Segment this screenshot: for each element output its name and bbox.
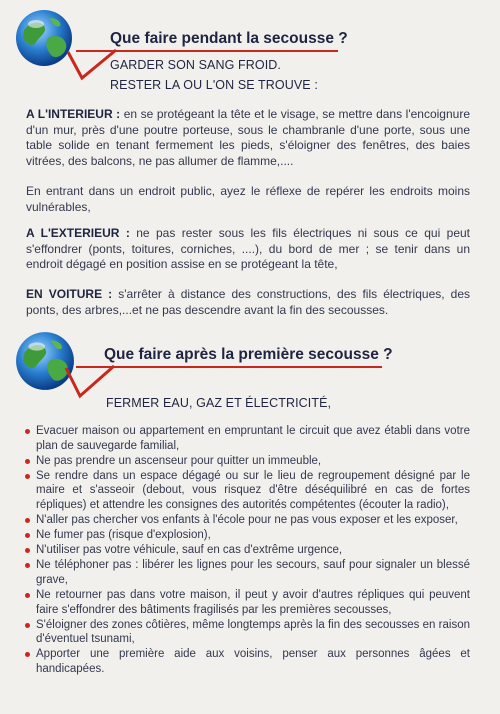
list-item: Ne fumer pas (risque d'explosion), bbox=[24, 528, 470, 543]
list-item: Ne retourner pas dans votre maison, il peut y avoir d'autres répliques qui peuvent faire s'effondrer des bâtiments fragilisés par les premières secousses, bbox=[24, 588, 470, 617]
bullet-dot-icon bbox=[25, 518, 30, 523]
label-interieur: A L'INTERIEUR : bbox=[26, 107, 121, 121]
bullet-dot-icon bbox=[25, 652, 30, 657]
para-interieur bbox=[26, 107, 470, 169]
lead-fermer: FERMER EAU, GAZ ET ÉLECTRICITÉ, bbox=[106, 396, 332, 410]
list-item: Ne pas prendre un ascenseur pour quitter un immeuble, bbox=[24, 454, 470, 469]
after-shock-list bbox=[24, 424, 470, 677]
text-interieur: en se protégeant la tête et le visage, se mettre dans l'encoignure d'un mur, près d'une poutre porteuse, sous le chambranle d'une porte, sous une table solide en tenant fermement les pieds, s'éloigner des fenêtres, des baies vitrées, des balcons, ne pas allumer de flamme,.... bbox=[26, 107, 470, 168]
list-item: Se rendre dans un espace dégagé ou sur le lieu de regroupement désigné par le maire et s'asseoir (debout, vous risquez d'être déséquilibré en cas de fortes répliques) et attendre les consignes des autorités compétentes (écouter la radio), bbox=[24, 469, 470, 513]
label-exterieur: A L'EXTERIEUR : bbox=[26, 226, 130, 240]
list-item: Apporter une première aide aux voisins, penser aux personnes âgées et handicapées. bbox=[24, 647, 470, 676]
bullet-dot-icon bbox=[25, 623, 30, 628]
section2-underline bbox=[76, 366, 382, 368]
lead-sang-froid: GARDER SON SANG FROID. bbox=[110, 58, 281, 72]
list-item: Ne téléphoner pas : libérer les lignes pour les secours, sauf pour signaler un blessé grave, bbox=[24, 558, 470, 587]
text-exterieur: ne pas rester sous les fils électriques ni sous ce qui peut s'effondrer (ponts, toitures, corniches, ....), du bord de mer ; se tenir dans un endroit dégagé en position assise en se protégeant la tête, bbox=[26, 226, 470, 271]
bullet-dot-icon bbox=[25, 563, 30, 568]
globe-icon bbox=[14, 8, 74, 68]
label-voiture: EN VOITURE : bbox=[26, 287, 113, 301]
bullet-dot-icon bbox=[25, 429, 30, 434]
bullet-dot-icon bbox=[25, 593, 30, 598]
section2-title: Que faire après la première secousse ? bbox=[104, 346, 393, 363]
list-item: S'éloigner des zones côtières, même longtemps après la fin des secousses en raison d'éventuel tsunami, bbox=[24, 618, 470, 647]
bullet-dot-icon bbox=[25, 474, 30, 479]
list-item: N'utiliser pas votre véhicule, sauf en cas d'extrême urgence, bbox=[24, 543, 470, 558]
list-item: N'aller pas chercher vos enfants à l'école pour ne pas vous exposer et les exposer, bbox=[24, 513, 470, 528]
text-voiture: s'arrêter à distance des constructions, des fils électriques, des ponts, des arbres,...et ne pas descendre avant la fin des secousses. bbox=[26, 287, 471, 317]
para-endroit-public: En entrant dans un endroit public, ayez le réflexe de repérer les endroits moins vulnérables, bbox=[26, 184, 470, 214]
bullet-dot-icon bbox=[25, 459, 30, 464]
bullet-dot-icon bbox=[25, 533, 30, 538]
para-voiture bbox=[26, 287, 470, 318]
section1-title: Que faire pendant la secousse ? bbox=[110, 30, 348, 47]
bullet-dot-icon bbox=[25, 548, 30, 553]
para-exterieur bbox=[26, 226, 470, 273]
lead-rester: RESTER LA OU L'ON SE TROUVE : bbox=[110, 78, 318, 92]
list-item: Evacuer maison ou appartement en empruntant le circuit que avez établi dans votre plan de sauvegarde familial, bbox=[24, 424, 470, 453]
